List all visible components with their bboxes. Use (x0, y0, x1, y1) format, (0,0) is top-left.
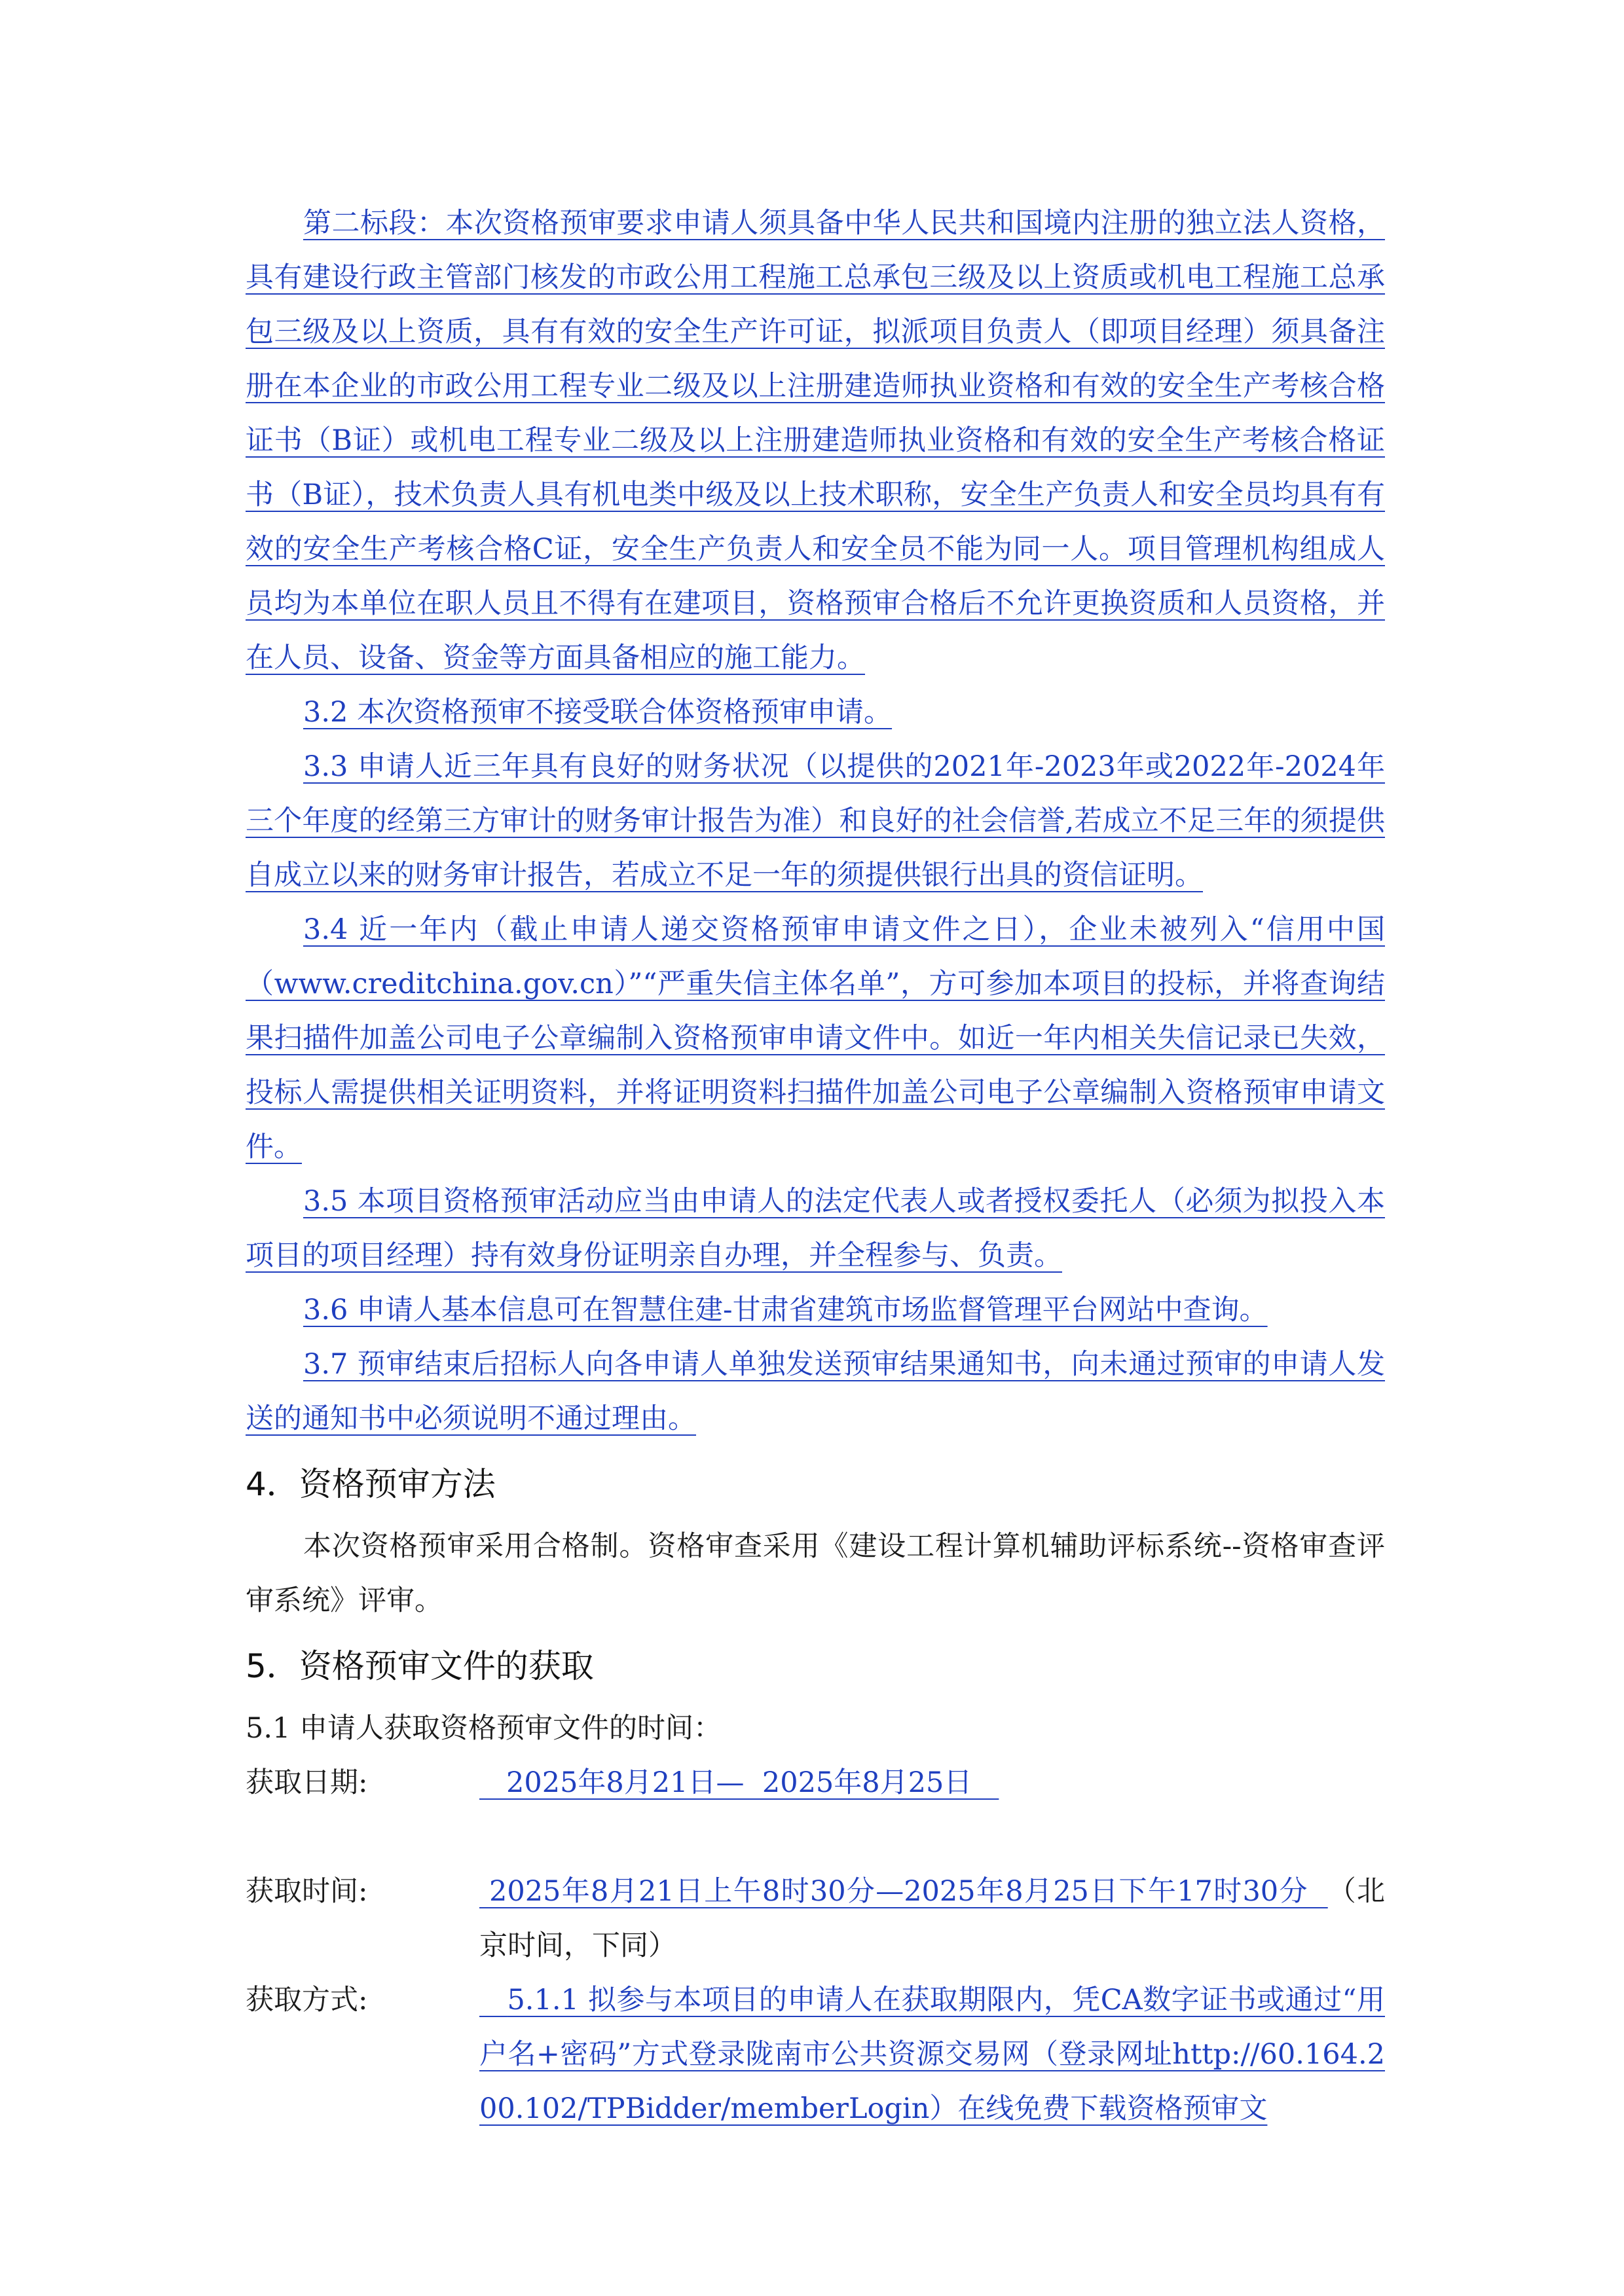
clause-3-5-text: 3.5 本项目资格预审活动应当由申请人的法定代表人或者授权委托人（必须为拟投入本项目的项目经理）持有效身份证明亲自办理，并全程参与、负责。 (246, 1185, 1385, 1272)
acquisition-method-label: 获取方式: (246, 1984, 368, 2016)
acquisition-time-label: 获取时间: (246, 1875, 368, 1908)
acquisition-date-label: 获取日期: (246, 1766, 368, 1799)
acquisition-time-row (246, 1865, 1385, 1973)
clause-3-6 (246, 1283, 1385, 1338)
acquisition-method-row (246, 1973, 1385, 2136)
clause-3-2-text: 3.2 本次资格预审不接受联合体资格预审申请。 (303, 696, 893, 729)
clause-3-2 (246, 685, 1385, 740)
clause-3-5 (246, 1175, 1385, 1283)
acquisition-date-row (246, 1756, 1385, 1810)
clause-3-6-text: 3.6 申请人基本信息可在智慧住建-甘肃省建筑市场监督管理平台网站中查询。 (303, 1294, 1268, 1326)
acquisition-time-value: 2025年8月21日上午8时30分—2025年8月25日下午17时30分 (479, 1875, 1328, 1908)
spacer (246, 1810, 1385, 1865)
clause-3-4-text: 3.4 近一年内（截止申请人递交资格预审申请文件之日），企业未被列入“信用中国（www.creditchina.gov.cn）”“严重失信主体名单”，方可参加本项目的投标，并将查询结果扫描件加盖公司电子公章编制入资格预审申请文件中。如近一年内相关失信记录已失效，投标人需提供相关证明资料，并将证明资料扫描件加盖公司电子公章编制入资格预审申请文件。 (246, 913, 1385, 1163)
clause-3-3-text: 3.3 申请人近三年具有良好的财务状况（以提供的2021年-2023年或2022年-2024年三个年度的经第三方审计的财务审计报告为准）和良好的社会信誉,若成立不足三年的须提供自成立以来的财务审计报告，若成立不足一年的须提供银行出具的资信证明。 (246, 750, 1385, 892)
section-4-heading: 4．资格预审方法 (246, 1465, 496, 1503)
clause-3-7-text: 3.7 预审结束后招标人向各申请人单独发送预审结果通知书，向未通过预审的申请人发送的通知书中必须说明不通过理由。 (246, 1348, 1385, 1435)
bid-section-2-paragraph (246, 196, 1385, 685)
clause-3-7 (246, 1338, 1385, 1446)
acquisition-time-value-wrap (479, 1865, 1385, 1973)
section-5-heading: 5．资格预审文件的获取 (246, 1647, 594, 1685)
clause-5-1-intro: 5.1 申请人获取资格预审文件的时间： (246, 1712, 722, 1745)
acquisition-time-suffix: （北京时间，下同） (479, 1875, 1386, 1962)
acquisition-method-value: 5.1.1 拟参与本项目的申请人在获取期限内，凭CA数字证书或通过“用户名+密码”方式登录陇南市公共资源交易网（登录网址http://60.164.200.102/TPBidder/memberLogin）在线免费下载资格预审文 (479, 1984, 1385, 2125)
acquisition-date-value-wrap (479, 1756, 1385, 1810)
document-page (246, 196, 1385, 2136)
clause-3-3 (246, 740, 1385, 903)
clause-3-4 (246, 903, 1385, 1175)
bid-section-2-text: 第二标段：本次资格预审要求申请人须具备中华人民共和国境内注册的独立法人资格，具有建设行政主管部门核发的市政公用工程施工总承包三级及以上资质或机电工程施工总承包三级及以上资质，具有有效的安全生产许可证，拟派项目负责人（即项目经理）须具备注册在本企业的市政公用工程专业二级及以上注册建造师执业资格和有效的安全生产考核合格证书（B证）或机电工程专业二级及以上注册建造师执业资格和有效的安全生产考核合格证书（B证），技术负责人具有机电类中级及以上技术职称，安全生产负责人和安全员均具有有效的安全生产考核合格C证，安全生产负责人和安全员不能为同一人。项目管理机构组成人员均为本单位在职人员且不得有在建项目，资格预审合格后不允许更换资质和人员资格，并在人员、设备、资金等方面具备相应的施工能力。 (246, 207, 1385, 674)
section-4-body: 本次资格预审采用合格制。资格审查采用《建设工程计算机辅助评标系统--资格审查评审系统》评审。 (246, 1530, 1385, 1617)
acquisition-method-value-wrap (479, 1973, 1385, 2136)
acquisition-date-value: 2025年8月21日— 2025年8月25日 (479, 1766, 999, 1799)
